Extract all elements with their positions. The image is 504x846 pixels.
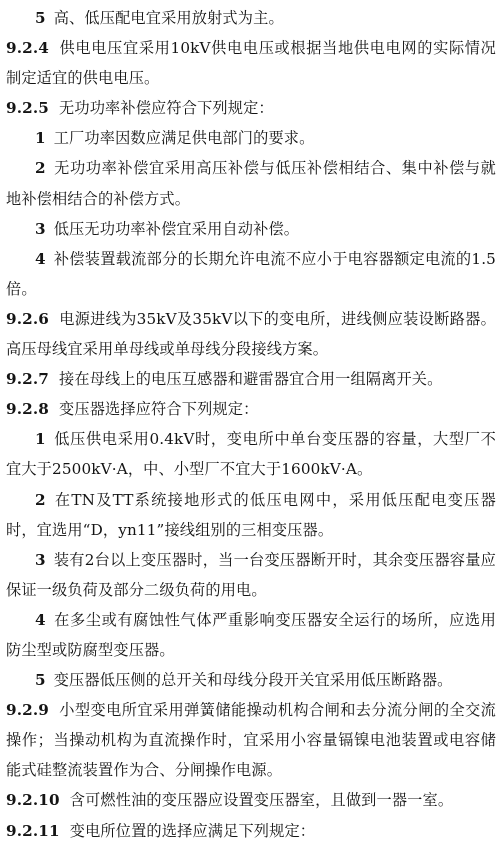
clause-number: 9.2.11: [6, 821, 60, 840]
list-item-5: [6, 3, 496, 33]
item-text: 补偿装置载流部分的长期允许电流不应小于电容器额定电流的1.5倍。: [6, 249, 496, 298]
item-text: 在TN及TT系统接地形式的低压电网中，采用低压配电变压器时，宜选用“D，yn11”接线组别的三相变压器。: [6, 490, 496, 539]
clause-9-2-5: [6, 93, 496, 123]
clause-number: 9.2.6: [6, 309, 50, 328]
list-item-2: [6, 153, 496, 213]
clause-text: 变压器选择应符合下列规定：: [59, 400, 259, 419]
clause-number: 9.2.5: [6, 99, 50, 118]
clause-number: 9.2.7: [6, 370, 50, 389]
clause-text: 电源进线为35kV及35kV以下的变电所，进线侧应装设断路器。高压母线宜采用单母线或单母线分段接线方案。: [6, 309, 496, 359]
item-number: 5: [35, 671, 46, 690]
clause-9-2-8: [6, 394, 496, 424]
item-number: 1: [35, 129, 46, 148]
item-text: 在多尘或有腐蚀性气体严重影响变压器安全运行的场所，应选用防尘型或防腐型变压器。: [6, 610, 496, 659]
list-item-1: [6, 123, 496, 153]
item-number: 5: [35, 9, 46, 27]
clause-number: 9.2.10: [6, 791, 60, 810]
item-number: 3: [35, 219, 46, 238]
item-number: 1: [35, 430, 46, 449]
item-number: 3: [35, 550, 46, 569]
item-number: 2: [35, 159, 46, 178]
item-number: 4: [35, 610, 46, 629]
list-item-3: [6, 214, 496, 244]
clause-text: 含可燃性油的变压器应设置变压器室，且做到一器一室。: [69, 791, 454, 810]
list-item-4: [6, 244, 496, 304]
list-item-2: [6, 485, 496, 545]
clause-9-2-6: [6, 304, 496, 364]
item-text: 低压无功功率补偿宜采用自动补偿。: [53, 219, 300, 238]
item-text: 无功功率补偿宜采用高压补偿与低压补偿相结合、集中补偿与就地补偿相结合的补偿方式。: [6, 159, 496, 208]
item-text: 变压器低压侧的总开关和母线分段开关宜采用低压断路器。: [53, 671, 453, 690]
item-text: 低压供电采用0.4kV时，变电所中单台变压器的容量，大型厂不宜大于2500kV·A，中、小型厂不宜大于1600kV·A。: [6, 430, 496, 479]
clause-text: 接在母线上的电压互感器和避雷器宜合用一组隔离开关。: [59, 370, 443, 389]
clause-text: 小型变电所宜采用弹簧储能操动机构合闸和去分流分闸的全交流操作；当操动机构为直流操作时，宜采用小容量镉镍电池装置或电容储能式硅整流装置作为合、分闸操作电源。: [6, 701, 496, 780]
list-item-5: [6, 665, 496, 695]
clause-text: 变电所位置的选择应满足下列规定：: [69, 821, 316, 840]
list-item-3: [6, 545, 496, 605]
clause-number: 9.2.8: [6, 400, 50, 419]
list-item-1: [6, 424, 496, 484]
item-text: 高、低压配电宜采用放射式为主。: [53, 9, 284, 27]
clause-number: 9.2.4: [6, 39, 50, 58]
clause-number: 9.2.9: [6, 701, 50, 720]
clause-9-2-11: [6, 816, 496, 846]
clause-text: 无功功率补偿应符合下列规定：: [59, 99, 274, 118]
item-number: 2: [35, 490, 46, 509]
item-text: 工厂功率因数应满足供电部门的要求。: [53, 129, 315, 148]
clause-text: 供电电压宜采用10kV供电电压或根据当地供电电网的实际情况制定适宜的供电电压。: [6, 39, 496, 88]
item-text: 装有2台以上变压器时，当一台变压器断开时，其余变压器容量应保证一级负荷及部分二级负荷的用电。: [6, 550, 496, 599]
clause-9-2-9: [6, 695, 496, 785]
clause-9-2-4: [6, 33, 496, 93]
clause-9-2-10: [6, 785, 496, 815]
item-number: 4: [35, 249, 46, 268]
clause-9-2-7: [6, 364, 496, 394]
list-item-4: [6, 605, 496, 665]
